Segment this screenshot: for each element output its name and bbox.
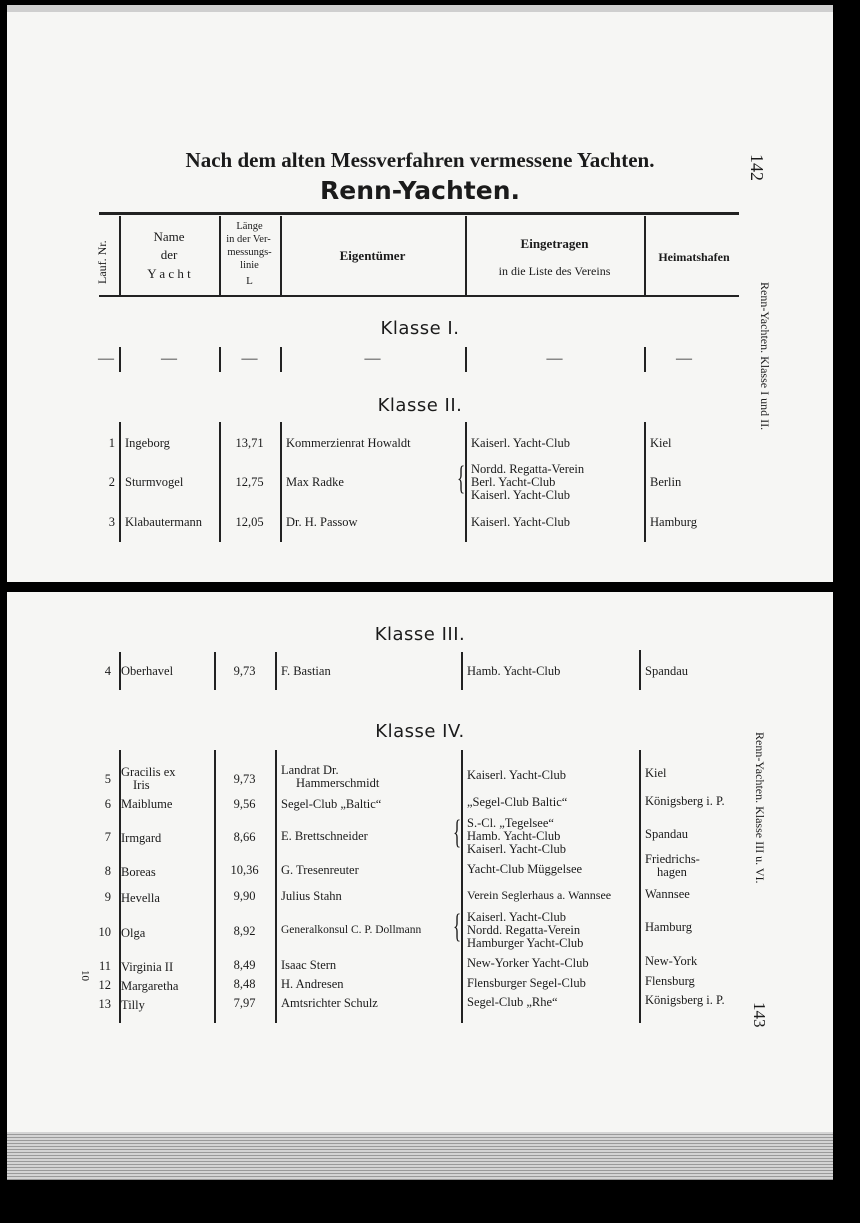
yacht-club: Flensburger Segel-Club bbox=[467, 976, 586, 990]
row-divider bbox=[465, 422, 467, 542]
header-laenge-1: Länge bbox=[236, 221, 263, 232]
header-divider bbox=[465, 216, 467, 295]
header-eigentuemer: Eigentümer bbox=[339, 248, 406, 263]
margin-note-bottom: Renn-Yachten. Klasse III u. VI. bbox=[753, 732, 767, 884]
page-number-top: 142 bbox=[747, 154, 767, 181]
yacht-hafen: Kiel bbox=[650, 436, 672, 450]
klasse-1-dash: — bbox=[546, 350, 563, 367]
row-divider bbox=[461, 652, 463, 690]
yacht-club: Yacht-Club Müggelsee bbox=[467, 862, 583, 876]
yacht-laenge: 8,48 bbox=[233, 977, 256, 991]
row-divider bbox=[280, 422, 282, 542]
header-name-3: Y a c h t bbox=[147, 266, 191, 281]
header-rule-bottom bbox=[99, 295, 739, 297]
yacht-club: Hamburger Yacht-Club bbox=[467, 936, 584, 950]
yacht-club: New-Yorker Yacht-Club bbox=[467, 956, 589, 970]
yacht-owner: Julius Stahn bbox=[281, 889, 342, 903]
yacht-club: Verein Seglerhaus a. Wannsee bbox=[467, 888, 612, 902]
yacht-hafen: New-York bbox=[645, 954, 698, 968]
yacht-laenge: 9,90 bbox=[233, 889, 256, 903]
page-edge-top bbox=[7, 5, 833, 12]
yacht-club: „Segel-Club Baltic“ bbox=[467, 795, 568, 809]
yacht-owner: Amtsrichter Schulz bbox=[281, 996, 378, 1010]
yacht-club: Berl. Yacht-Club bbox=[471, 475, 556, 489]
klasse-1-dash: — bbox=[364, 350, 381, 367]
yacht-laenge: 9,56 bbox=[233, 797, 256, 811]
yacht-club: Kaiserl. Yacht-Club bbox=[471, 488, 570, 502]
klasse-1-dash: — bbox=[98, 350, 114, 367]
row-divider bbox=[275, 750, 277, 1023]
yacht-club: S.-Cl. „Tegelsee“ bbox=[467, 816, 554, 830]
yacht-owner: Kommerzienrat Howaldt bbox=[286, 436, 411, 450]
yacht-nr: 5 bbox=[104, 772, 111, 786]
yacht-name: Oberhavel bbox=[121, 664, 174, 678]
yacht-name: Gracilis ex bbox=[121, 765, 176, 779]
yacht-nr: 1 bbox=[108, 436, 115, 450]
yacht-nr: 10 bbox=[98, 925, 111, 939]
yacht-laenge: 8,66 bbox=[233, 830, 256, 844]
yacht-nr: 13 bbox=[98, 997, 111, 1011]
yacht-name: Maiblume bbox=[121, 797, 173, 811]
yacht-nr: 4 bbox=[104, 664, 111, 678]
yacht-name: Virginia II bbox=[121, 960, 174, 974]
row-divider bbox=[644, 422, 646, 542]
yacht-owner: F. Bastian bbox=[281, 664, 331, 678]
row-divider bbox=[639, 650, 641, 690]
yacht-club: Nordd. Regatta-Verein bbox=[471, 462, 585, 476]
header-rule-top bbox=[99, 212, 739, 215]
brace-glyph: { bbox=[457, 460, 466, 497]
yacht-laenge: 8,92 bbox=[233, 924, 256, 938]
yacht-nr: 2 bbox=[108, 475, 115, 489]
brace-glyph: { bbox=[453, 814, 462, 851]
yacht-owner: Dr. H. Passow bbox=[286, 515, 358, 529]
yacht-hafen: Flensburg bbox=[645, 974, 695, 988]
yacht-laenge: 7,97 bbox=[233, 996, 256, 1010]
yacht-laenge: 10,36 bbox=[230, 863, 259, 877]
header-laenge-2: in der Ver- bbox=[226, 234, 271, 245]
yacht-owner: Hammerschmidt bbox=[296, 776, 380, 790]
yacht-laenge: 12,75 bbox=[235, 475, 264, 489]
klasse-3-heading: Klasse III. bbox=[374, 624, 466, 645]
page-number-bottom: 143 bbox=[750, 1002, 769, 1028]
klasse-1-dash: — bbox=[161, 350, 177, 367]
yacht-club: Kaiserl. Yacht-Club bbox=[471, 515, 570, 529]
yacht-club: Hamb. Yacht-Club bbox=[467, 829, 561, 843]
header-name-1: Name bbox=[153, 229, 185, 244]
yacht-hafen: hagen bbox=[657, 865, 687, 879]
klasse-1-dash: — bbox=[241, 350, 258, 367]
yacht-club: Kaiserl. Yacht-Club bbox=[467, 768, 566, 782]
header-eingetragen-2: in die Liste des Vereins bbox=[498, 264, 611, 278]
klasse-4-heading: Klasse IV. bbox=[375, 721, 465, 742]
yacht-owner: G. Tresenreuter bbox=[281, 863, 359, 877]
yacht-club: Kaiserl. Yacht-Club bbox=[467, 910, 566, 924]
yacht-name: Olga bbox=[121, 926, 146, 940]
klasse-2-heading: Klasse II. bbox=[377, 395, 463, 416]
bottom-page bbox=[7, 592, 833, 1132]
brace-glyph: { bbox=[453, 908, 462, 945]
yacht-name: Iris bbox=[133, 778, 150, 792]
yacht-laenge: 8,49 bbox=[233, 958, 256, 972]
yacht-club: Kaiserl. Yacht-Club bbox=[471, 436, 570, 450]
yacht-name: Margaretha bbox=[121, 979, 179, 993]
yacht-laenge: 9,73 bbox=[233, 664, 256, 678]
yacht-club: Hamb. Yacht-Club bbox=[467, 664, 561, 678]
yacht-hafen: Spandau bbox=[645, 827, 689, 841]
yacht-club: Kaiserl. Yacht-Club bbox=[467, 842, 566, 856]
row-divider bbox=[639, 750, 641, 1023]
yacht-nr: 6 bbox=[104, 797, 111, 811]
yacht-name: Ingeborg bbox=[125, 436, 170, 450]
yacht-hafen: Friedrichs- bbox=[645, 852, 700, 866]
yacht-hafen: Berlin bbox=[650, 475, 682, 489]
klasse-1-heading: Klasse I. bbox=[380, 318, 460, 339]
yacht-hafen: Königsberg i. P. bbox=[645, 993, 725, 1007]
yacht-name: Klabautermann bbox=[125, 515, 203, 529]
yacht-name: Hevella bbox=[121, 891, 160, 905]
header-laenge-4: linie bbox=[240, 260, 259, 271]
margin-note-top: Renn-Yachten. Klasse I und II. bbox=[758, 282, 772, 431]
header-heimatshafen: Heimatshafen bbox=[658, 250, 730, 264]
yacht-laenge: 13,71 bbox=[235, 436, 264, 450]
yacht-nr: 9 bbox=[104, 890, 111, 904]
header-name-2: der bbox=[160, 247, 178, 262]
yacht-nr: 11 bbox=[98, 959, 111, 973]
yacht-hafen: Kiel bbox=[645, 766, 667, 780]
header-laenge-5: L bbox=[246, 275, 253, 287]
yacht-club: Segel-Club „Rhe“ bbox=[467, 995, 558, 1009]
row-divider bbox=[119, 422, 121, 542]
header-lauf-nr: Lauf. Nr. bbox=[95, 240, 109, 284]
yacht-owner: Max Radke bbox=[286, 475, 344, 489]
top-page bbox=[7, 12, 833, 582]
header-laenge-3: messungs- bbox=[227, 247, 272, 258]
yacht-owner: E. Brettschneider bbox=[281, 829, 368, 843]
yacht-owner: Generalkonsul C. P. Dollmann bbox=[281, 924, 422, 936]
row-divider bbox=[275, 652, 277, 690]
yacht-owner: Landrat Dr. bbox=[281, 763, 339, 777]
yacht-owner: Segel-Club „Baltic“ bbox=[281, 797, 382, 811]
yacht-hafen: Wannsee bbox=[645, 887, 690, 901]
signature-mark: 10 bbox=[79, 970, 91, 981]
yacht-laenge: 12,05 bbox=[235, 515, 264, 529]
yacht-hafen: Königsberg i. P. bbox=[645, 794, 725, 808]
row-divider bbox=[461, 750, 463, 1023]
klasse-1-dash: — bbox=[676, 350, 692, 367]
yacht-hafen: Hamburg bbox=[645, 920, 692, 934]
yacht-name: Sturmvogel bbox=[125, 475, 184, 489]
yacht-laenge: 9,73 bbox=[233, 772, 256, 786]
yacht-name: Irmgard bbox=[121, 831, 162, 845]
yacht-hafen: Spandau bbox=[645, 664, 689, 678]
yacht-nr: 8 bbox=[104, 864, 111, 878]
yacht-nr: 12 bbox=[98, 978, 111, 992]
yacht-owner: H. Andresen bbox=[281, 977, 344, 991]
page-title: Nach dem alten Messverfahren vermessene Yachten. bbox=[185, 148, 655, 172]
yacht-nr: 3 bbox=[108, 515, 115, 529]
yacht-club: Nordd. Regatta-Verein bbox=[467, 923, 581, 937]
yacht-nr: 7 bbox=[104, 830, 111, 844]
page-edge-bottom bbox=[7, 1132, 833, 1180]
yacht-owner: Isaac Stern bbox=[281, 958, 337, 972]
yacht-name: Boreas bbox=[121, 865, 156, 879]
yacht-name: Tilly bbox=[121, 998, 145, 1012]
yacht-hafen: Hamburg bbox=[650, 515, 697, 529]
page-subtitle: Renn-Yachten. bbox=[320, 176, 520, 205]
header-eingetragen-1: Eingetragen bbox=[520, 236, 589, 251]
